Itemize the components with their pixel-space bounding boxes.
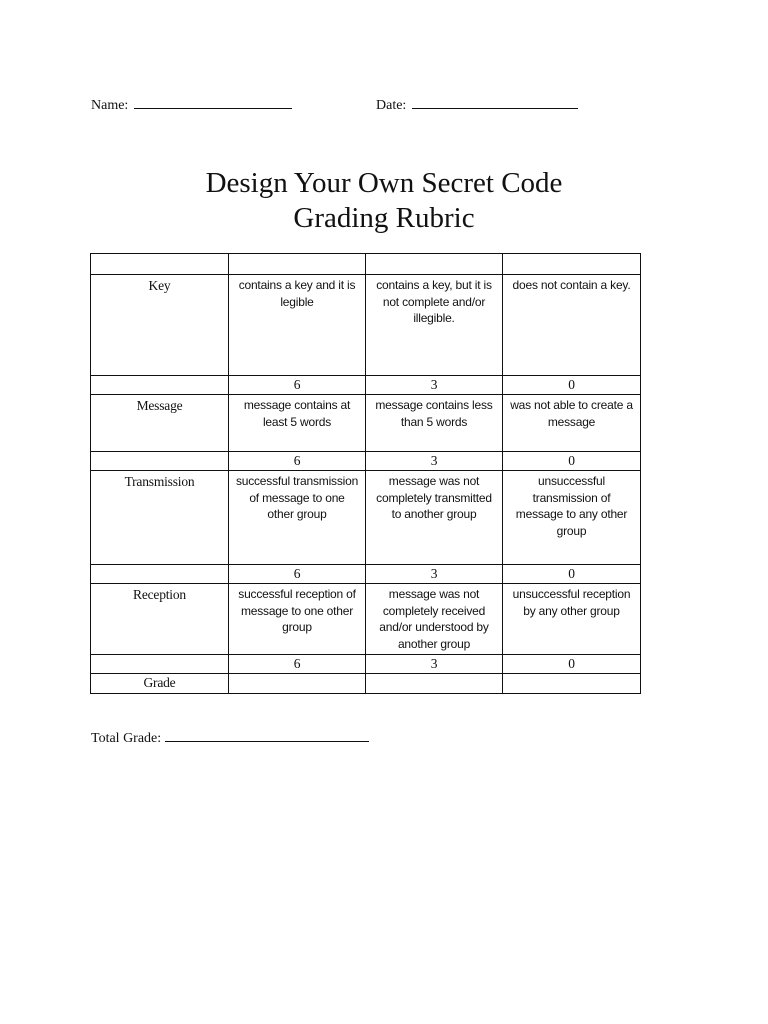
criterion-label: Message	[91, 395, 229, 452]
score-value: 3	[366, 376, 503, 395]
score-value: 3	[366, 565, 503, 584]
score-value: 6	[229, 452, 366, 471]
title-line-1: Design Your Own Secret Code	[205, 167, 563, 199]
criterion-description: unsuccessful reception by any other group	[503, 584, 641, 655]
date-blank-line[interactable]	[412, 94, 578, 109]
name-blank-line[interactable]	[134, 94, 292, 109]
date-label: Date:	[376, 98, 407, 113]
score-row-message	[91, 452, 641, 471]
score-row-label-cell	[91, 565, 229, 584]
score-row-label-cell	[91, 376, 229, 395]
criterion-label: Transmission	[91, 471, 229, 565]
score-row-label-cell	[91, 452, 229, 471]
criterion-row-message	[91, 395, 641, 452]
rubric-header-cell	[366, 254, 503, 275]
rubric-header-cell	[229, 254, 366, 275]
grading-rubric-table	[90, 253, 641, 694]
criterion-description: successful reception of message to one other group	[229, 584, 366, 655]
score-value: 0	[503, 452, 641, 471]
criterion-description: was not able to create a message	[503, 395, 641, 452]
score-value: 0	[503, 655, 641, 674]
grade-label: Grade	[91, 674, 229, 694]
score-value: 6	[229, 376, 366, 395]
criterion-description: contains a key, but it is not complete and/or illegible.	[366, 275, 503, 376]
grade-cell[interactable]	[366, 674, 503, 694]
score-row-key	[91, 376, 641, 395]
criterion-description: contains a key and it is legible	[229, 275, 366, 376]
score-value: 0	[503, 565, 641, 584]
title-line-2: Grading Rubric	[293, 202, 475, 234]
score-row-reception	[91, 655, 641, 674]
criterion-row-transmission	[91, 471, 641, 565]
grade-cell[interactable]	[229, 674, 366, 694]
total-grade-blank-line[interactable]	[165, 727, 369, 742]
score-row-transmission	[91, 565, 641, 584]
criterion-description: successful transmission of message to one other group	[229, 471, 366, 565]
criterion-description: message contains less than 5 words	[366, 395, 503, 452]
criterion-description: unsuccessful transmission of message to any other group	[503, 471, 641, 565]
rubric-header-cell	[91, 254, 229, 275]
criterion-description: message contains at least 5 words	[229, 395, 366, 452]
criterion-label: Key	[91, 275, 229, 376]
score-value: 0	[503, 376, 641, 395]
date-field	[376, 94, 578, 114]
total-grade-field	[91, 727, 369, 747]
score-value: 3	[366, 452, 503, 471]
name-field	[91, 94, 292, 114]
rubric-header-row	[91, 254, 641, 275]
criterion-description: does not contain a key.	[503, 275, 641, 376]
score-row-label-cell	[91, 655, 229, 674]
score-value: 6	[229, 655, 366, 674]
page-title	[0, 166, 768, 236]
criterion-row-reception	[91, 584, 641, 655]
criterion-label: Reception	[91, 584, 229, 655]
score-value: 6	[229, 565, 366, 584]
grade-cell[interactable]	[503, 674, 641, 694]
score-value: 3	[366, 655, 503, 674]
criterion-description: message was not completely transmitted to another group	[366, 471, 503, 565]
total-grade-label: Total Grade:	[91, 731, 162, 746]
grade-row	[91, 674, 641, 694]
criterion-row-key	[91, 275, 641, 376]
criterion-description: message was not completely received and/or understood by another group	[366, 584, 503, 655]
name-label: Name:	[91, 98, 129, 113]
rubric-header-cell	[503, 254, 641, 275]
